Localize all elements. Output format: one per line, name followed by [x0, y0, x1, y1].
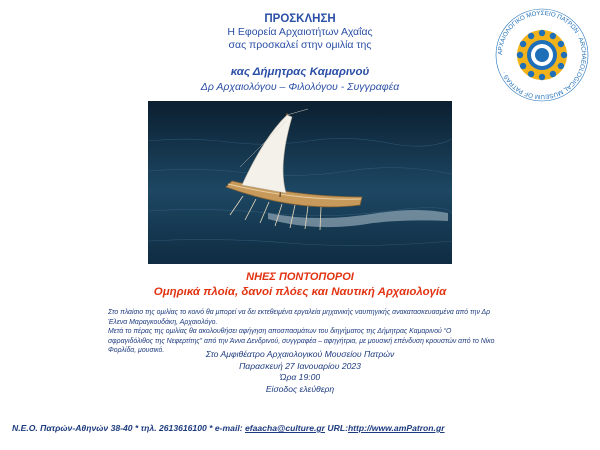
ancient-ship-image — [148, 101, 452, 264]
organizer-line: Η Εφορεία Αρχαιοτήτων Αχαΐας — [227, 26, 373, 38]
logo-ring-text: ΑΡΧΑΙΟΛΟΓΙΚΟ ΜΟΥΣΕΙΟ ΠΑΤΡΩΝ · ARCHAEOLOGICAL MUSEUM OF PATRAS · — [496, 9, 588, 101]
speaker-name: κας Δήμητρας Καμαρινού — [230, 66, 370, 78]
venue-place: Στο Αμφιθέατρο Αρχαιολογικού Μουσείου Πατρών — [205, 349, 395, 359]
invitation-header — [150, 12, 450, 52]
invite-line: σας προσκαλεί στην ομιλία της — [228, 39, 372, 51]
event-time: Ώρα 19:00 — [279, 372, 321, 382]
address-phone: Ν.Ε.Ο. Πατρών-Αθηνών 38-40 * τηλ. 2613616100 * e-mail: — [12, 423, 245, 433]
website-link[interactable]: http://www.amPatron.gr — [347, 423, 445, 433]
logo-sun-emblem — [517, 30, 567, 80]
talk-title: ΝΗΕΣ ΠΟΝΤΟΠΟΡΟΙ — [246, 271, 354, 283]
contact-footer — [12, 423, 592, 433]
museum-logo — [492, 5, 592, 105]
email-link[interactable]: efaacha@culture.gr — [244, 423, 326, 433]
url-label: URL: — [325, 423, 348, 433]
invitation-title: ΠΡΟΣΚΛΗΣΗ — [264, 13, 336, 25]
event-date: Παρασκευή 27 Ιανουαρίου 2023 — [239, 360, 361, 371]
description-paragraph: Μετά το πέρας της ομιλίας θα ακολουθήσει αφήγηση αποσπασμάτων του διηγήματος της Δήμητρας Καμαρινού “Ο σφραγιδόλιθος της Νεφερτίτης” από την Άννα Δενδρινού, συγγραφέα – αφηγήτρια, με μουσική επένδυση κρουστών από το Νίκο Φορλίδα, μουσικό. — [108, 328, 495, 355]
speaker-role: Δρ Αρχαιολόγου – Φιλολόγου - Συγγραφέα — [200, 81, 400, 93]
entry-note: Είσοδος ελεύθερη — [265, 383, 335, 394]
talk-subtitle: Ομηρικά πλοία, δανοί πλόες και Ναυτική Αρχαιολογία — [153, 286, 447, 298]
venue-details — [120, 349, 480, 395]
description-paragraph: Στο πλαίσιο της ομιλίας το κοινό θα μπορεί να δει εκτεθειμένα εργαλεία μηχανικής ναυπηγικής ανακατασκευασμένα από την Δρ Έλενα Μαραγκουδάκη, Αρχαιολόγο. — [108, 309, 491, 326]
